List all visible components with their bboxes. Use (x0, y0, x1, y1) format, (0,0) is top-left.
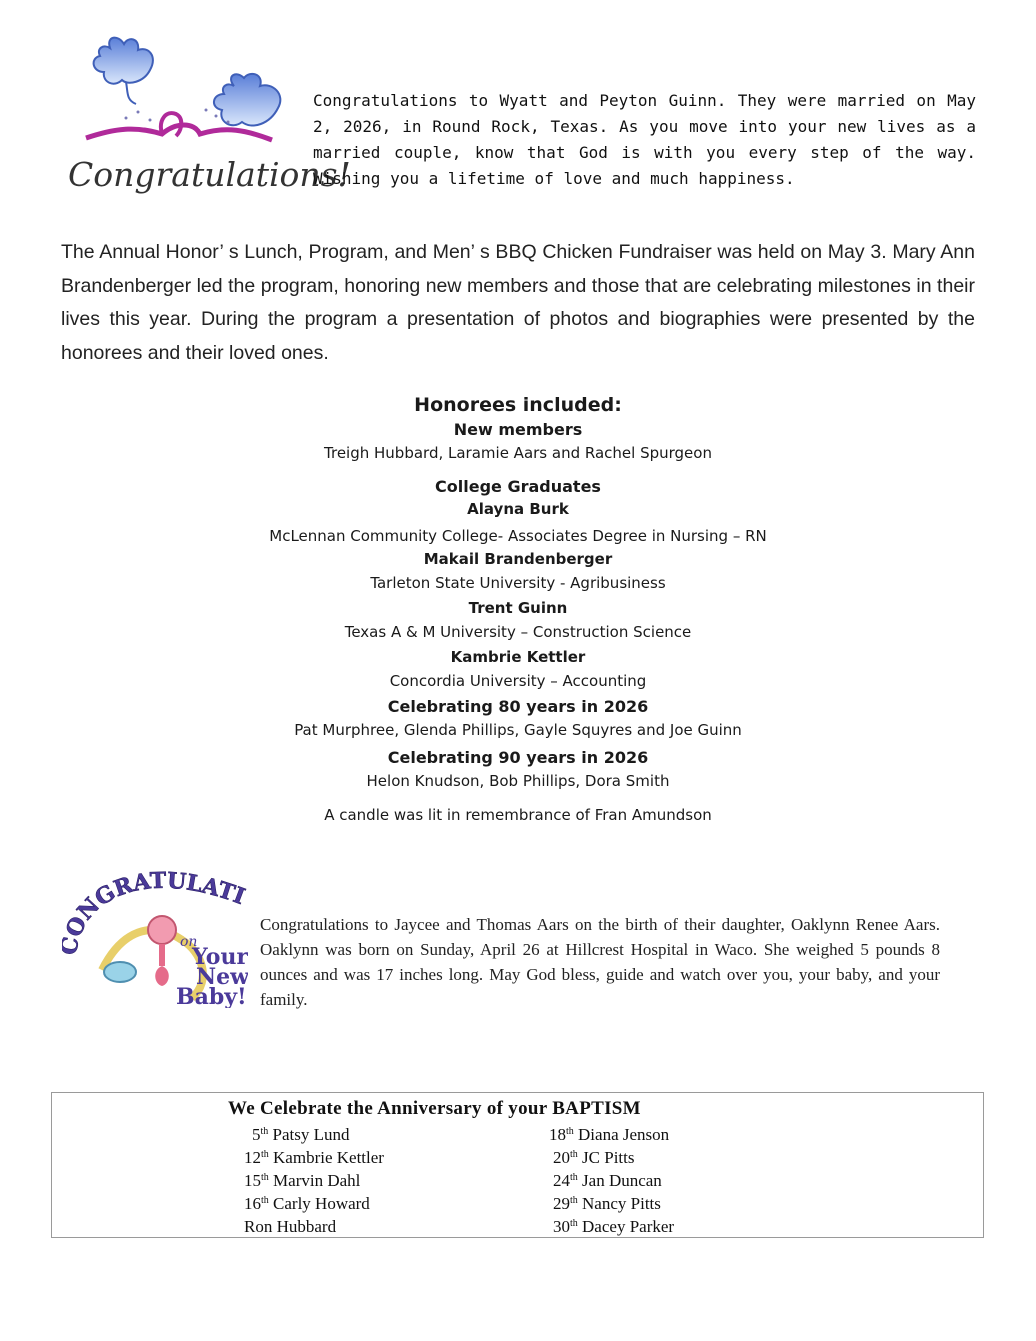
new-baby-logo (62, 860, 248, 1008)
graduate-school: Tarleton State University - Agribusiness (370, 574, 666, 592)
baptism-right-column (549, 1123, 674, 1238)
graduate-name: Trent Guinn (468, 599, 568, 617)
remembrance-note: A candle was lit in remembrance of Fran Amundson (324, 806, 712, 824)
list-item: 20th JC Pitts (553, 1148, 635, 1167)
list-item: 12th Kambrie Kettler (244, 1148, 384, 1167)
graduate-name: Kambrie Kettler (450, 648, 586, 666)
new-members-heading: New members (453, 420, 583, 439)
baby-logo-your: Your (192, 944, 248, 970)
baby-rattle-icon (62, 860, 248, 1008)
list-item: 16th Carly Howard (244, 1194, 370, 1213)
baby-announcement: Congratulations to Jaycee and Thomas Aars on the birth of their daughter, Oaklynn Renee Aars. Oaklynn was born on Sunday, April 26 at Hillcrest Hospital in Waco. She weighed 5 pounds 8 ounces and was 17 inches long. May God bless, guide and watch over you, your baby, and your family. (260, 915, 940, 1009)
list-item: 29th Nancy Pitts (553, 1194, 661, 1213)
baby-logo-new: New (196, 964, 248, 990)
baptism-left-column (244, 1123, 384, 1238)
graduate-name: Makail Brandenberger (423, 550, 613, 568)
eighty-years-heading: Celebrating 80 years in 2026 (387, 697, 649, 716)
congratulations-arc-text: ONGRATULATI (62, 867, 248, 942)
list-item: 5th Patsy Lund (252, 1125, 350, 1144)
graduate-school: Texas A & M University – Construction Science (344, 623, 692, 641)
list-item: 18th Diana Jenson (549, 1125, 670, 1144)
new-members-names: Treigh Hubbard, Laramie Aars and Rachel Spurgeon (324, 444, 712, 462)
graduate-name: Alayna Burk (467, 500, 569, 518)
ninety-years-heading: Celebrating 90 years in 2026 (387, 748, 649, 767)
baptism-anniversary-box (51, 1092, 984, 1238)
honors-lunch-paragraph: The Annual Honor’ s Lunch, Program, and Men’ s BBQ Chicken Fundraiser was held on May 3. Mary Ann Brandenberger led the program, honoring new members and those that are celebrating milestones in their lives this year. During the program a presentation of photos and biographies were presented by the honorees and their loved ones. (61, 241, 975, 364)
college-graduates-heading: College Graduates (435, 477, 601, 496)
honorees-section (0, 392, 1036, 827)
congratulations-script-text: Congratulations! (68, 155, 351, 194)
baby-logo-on: on (180, 934, 198, 950)
list-item: 24th Jan Duncan (553, 1171, 662, 1190)
list-item: 30th Dacey Parker (553, 1217, 675, 1236)
baptism-title: We Celebrate the Anniversary of your BAPTISM (228, 1098, 641, 1119)
honorees-title: Honorees included: (414, 394, 622, 416)
baby-logo-baby: Baby! (176, 984, 247, 1008)
ninety-years-names: Helon Knudson, Bob Phillips, Dora Smith (366, 772, 670, 790)
graduate-school: Concordia University – Accounting (389, 672, 647, 690)
list-item: 15th Marvin Dahl (244, 1171, 361, 1190)
eighty-years-names: Pat Murphree, Glenda Phillips, Gayle Squyres and Joe Guinn (294, 721, 742, 739)
wedding-announcement: Congratulations to Wyatt and Peyton Guinn. They were married on May 2, 2026, in Round Rock, Texas. As you move into your new lives as a married couple, know that God is with you every step of the way. Wishing you a lifetime of love and much happiness. (313, 91, 976, 188)
doves-icon (66, 30, 351, 214)
list-item: Ron Hubbard (244, 1217, 337, 1236)
congratulations-doves-logo (66, 30, 351, 214)
graduate-school: McLennan Community College- Associates Degree in Nursing – RN (269, 527, 767, 545)
